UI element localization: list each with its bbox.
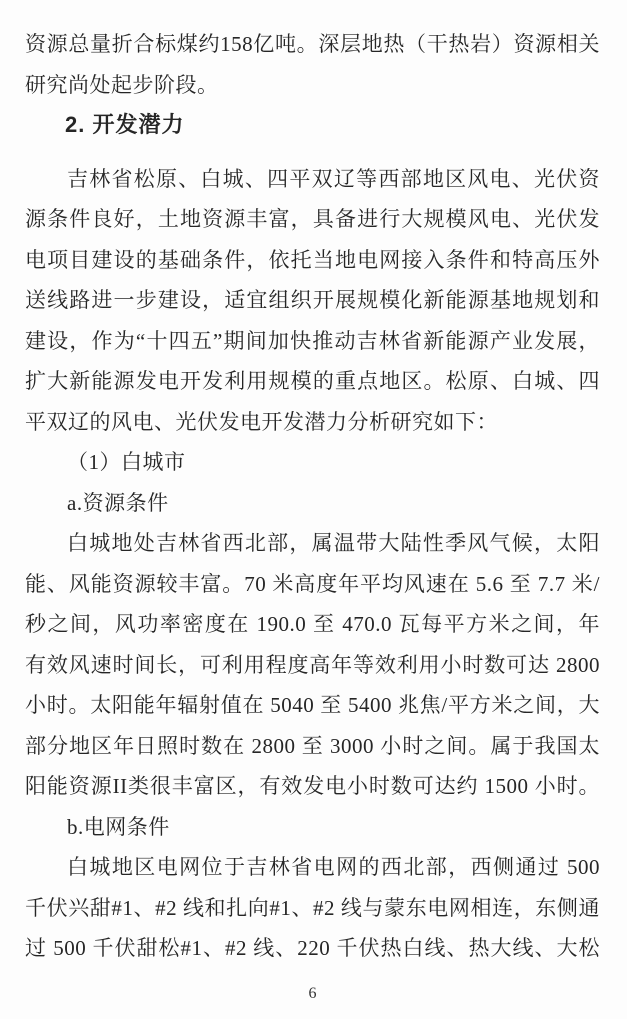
text-line: 部分地区年日照时数在 2800 至 3000 小时之间。属于我国太: [25, 733, 600, 758]
page-number: 6: [308, 984, 317, 1002]
text-line: 建设，作为“十四五”期间加快推动吉林省新能源产业发展，: [25, 328, 600, 353]
paragraph: [25, 807, 600, 848]
sub-heading: b.电网条件: [67, 814, 170, 839]
list-item-heading: （1）白城市: [67, 450, 186, 474]
text-line: 源条件良好，土地资源丰富，具备进行大规模风电、光伏发: [25, 207, 600, 231]
text-line: 白城地处吉林省西北部，属温带大陆性季风气候，太阳: [67, 531, 600, 555]
text-line: 研究尚处起步阶段。: [25, 72, 219, 97]
text-line: 资源总量折合标煤约158亿吨。深层地热（干热岩）资源相关: [25, 32, 600, 56]
text-line: 能、风能资源较丰富。70 米高度年平均风速在 5.6 至 7.7 米/: [25, 571, 600, 596]
paragraph: [25, 442, 600, 483]
text-line: 小时。太阳能年辐射值在 5040 至 5400 兆焦/平方米之间，大: [25, 693, 600, 717]
text-line: 过 500 千伏甜松#1、#2 线、220 千伏热白线、热大线、大松: [25, 936, 600, 960]
text-line: 扩大新能源发电开发利用规模的重点地区。松原、白城、四: [25, 369, 600, 393]
text-line: 电项目建设的基础条件，依托当地电网接入条件和特高压外: [25, 247, 600, 272]
text-line: 送线路进一步建设，适宜组织开展规模化新能源基地规划和: [25, 288, 600, 312]
section-heading: 2. 开发潜力: [65, 112, 185, 137]
paragraph: [25, 159, 600, 443]
text-line: 吉林省松原、白城、四平双辽等西部地区风电、光伏资: [67, 166, 600, 191]
sub-heading: a.资源条件: [67, 490, 169, 515]
paragraph: [25, 523, 600, 807]
text-line: 千伏兴甜#1、#2 线和扎向#1、#2 线与蒙东电网相连，东侧通: [25, 895, 600, 920]
paragraph: [25, 483, 600, 524]
paragraph: [25, 24, 600, 105]
text-line: 平双辽的风电、光伏发电开发潜力分析研究如下：: [25, 409, 498, 434]
text-line: 白城地区电网位于吉林省电网的西北部，西侧通过 500: [67, 855, 600, 879]
text-line: 有效风速时间长，可利用程度高年等效利用小时数可达 2800: [25, 652, 600, 677]
text-line: 阳能资源II类很丰富区，有效发电小时数可达约 1500 小时。: [25, 774, 600, 798]
paragraph: [25, 847, 600, 969]
text-line: 秒之间，风功率密度在 190.0 至 470.0 瓦每平方米之间，年: [25, 612, 600, 636]
